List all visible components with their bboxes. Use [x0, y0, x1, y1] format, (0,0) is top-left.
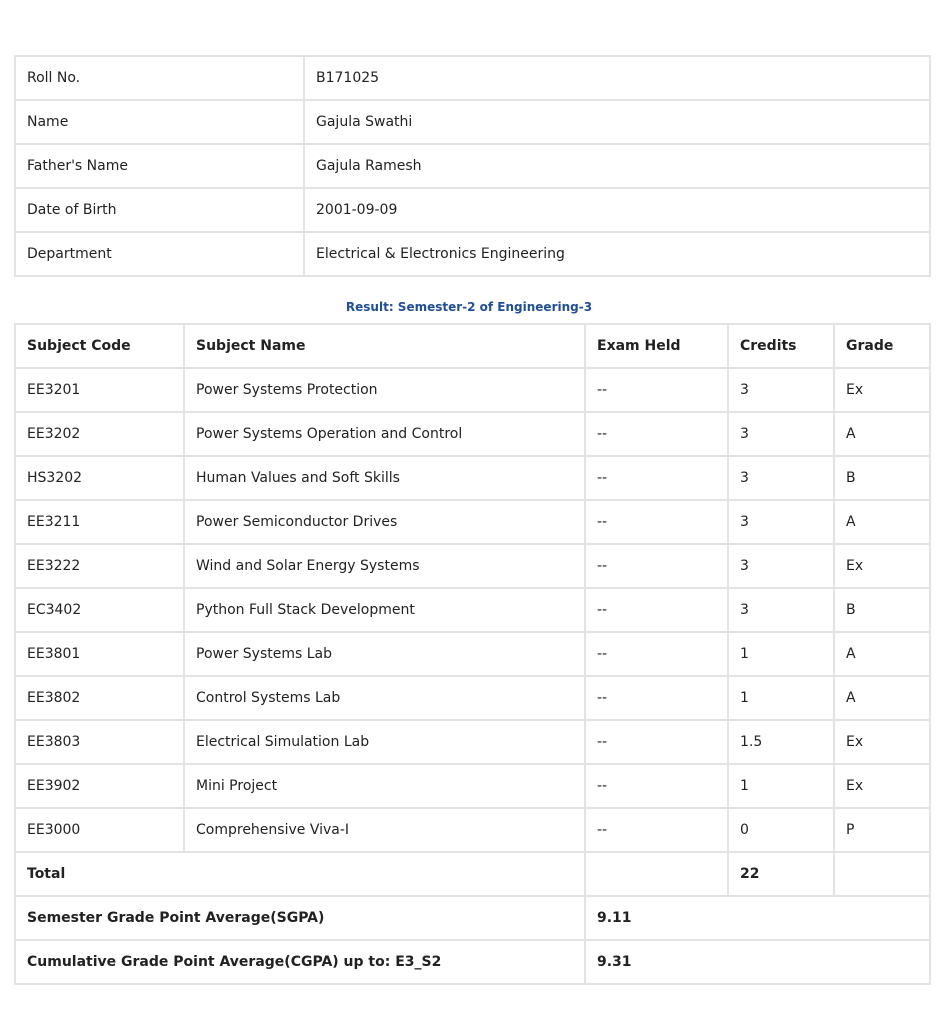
exam-held: -- [585, 720, 728, 764]
table-row [15, 808, 930, 852]
subject-code: HS3202 [15, 456, 184, 500]
student-info-table [14, 55, 931, 277]
grade: A [834, 632, 930, 676]
grade: A [834, 500, 930, 544]
exam-held: -- [585, 808, 728, 852]
student-info-row [15, 144, 930, 188]
column-header: Grade [834, 324, 930, 368]
subject-name: Control Systems Lab [184, 676, 585, 720]
exam-held: -- [585, 500, 728, 544]
subject-code: EE3000 [15, 808, 184, 852]
grade: Ex [834, 764, 930, 808]
credits: 1 [728, 676, 834, 720]
credits: 3 [728, 368, 834, 412]
exam-held: -- [585, 632, 728, 676]
grade: Ex [834, 544, 930, 588]
credits: 3 [728, 500, 834, 544]
student-info-row [15, 56, 930, 100]
credits: 1.5 [728, 720, 834, 764]
subject-name: Electrical Simulation Lab [184, 720, 585, 764]
info-value: Gajula Swathi [304, 100, 930, 144]
student-info-row [15, 100, 930, 144]
grade: B [834, 588, 930, 632]
info-label: Department [15, 232, 304, 276]
credits: 1 [728, 764, 834, 808]
info-label: Roll No. [15, 56, 304, 100]
table-row [15, 456, 930, 500]
info-label: Name [15, 100, 304, 144]
table-header-row [15, 324, 930, 368]
total-row [15, 852, 930, 896]
total-label: Total [15, 852, 585, 896]
sgpa-row [15, 896, 930, 940]
subject-name: Power Systems Lab [184, 632, 585, 676]
info-label: Date of Birth [15, 188, 304, 232]
credits: 3 [728, 412, 834, 456]
subject-code: EE3902 [15, 764, 184, 808]
grade: P [834, 808, 930, 852]
cgpa-row [15, 940, 930, 984]
subject-name: Power Semiconductor Drives [184, 500, 585, 544]
subject-name: Wind and Solar Energy Systems [184, 544, 585, 588]
column-header: Subject Code [15, 324, 184, 368]
sgpa-label: Semester Grade Point Average(SGPA) [15, 896, 585, 940]
result-heading: Result: Semester-2 of Engineering-3 [345, 300, 593, 314]
cgpa-label: Cumulative Grade Point Average(CGPA) up to: E3_S2 [15, 940, 585, 984]
table-row [15, 588, 930, 632]
info-value: Gajula Ramesh [304, 144, 930, 188]
total-credits: 22 [728, 852, 834, 896]
subject-code: EE3202 [15, 412, 184, 456]
student-info-row [15, 188, 930, 232]
subject-code: EE3222 [15, 544, 184, 588]
total-exam-empty [585, 852, 728, 896]
exam-held: -- [585, 412, 728, 456]
subject-code: EE3801 [15, 632, 184, 676]
subject-name: Power Systems Operation and Control [184, 412, 585, 456]
student-info-row [15, 232, 930, 276]
table-row [15, 544, 930, 588]
grade: B [834, 456, 930, 500]
subject-code: EE3803 [15, 720, 184, 764]
grade: A [834, 412, 930, 456]
column-header: Exam Held [585, 324, 728, 368]
table-row [15, 764, 930, 808]
table-row [15, 676, 930, 720]
exam-held: -- [585, 588, 728, 632]
results-table [14, 323, 931, 985]
credits: 0 [728, 808, 834, 852]
subject-code: EC3402 [15, 588, 184, 632]
subject-code: EE3201 [15, 368, 184, 412]
exam-held: -- [585, 764, 728, 808]
subject-name: Python Full Stack Development [184, 588, 585, 632]
info-label: Father's Name [15, 144, 304, 188]
table-row [15, 500, 930, 544]
subject-name: Human Values and Soft Skills [184, 456, 585, 500]
subject-name: Comprehensive Viva-I [184, 808, 585, 852]
total-grade-empty [834, 852, 930, 896]
table-row [15, 720, 930, 764]
subject-code: EE3211 [15, 500, 184, 544]
credits: 3 [728, 456, 834, 500]
sgpa-value: 9.11 [585, 896, 930, 940]
column-header: Subject Name [184, 324, 585, 368]
subject-code: EE3802 [15, 676, 184, 720]
grade: A [834, 676, 930, 720]
table-row [15, 632, 930, 676]
exam-held: -- [585, 676, 728, 720]
credits: 1 [728, 632, 834, 676]
credits: 3 [728, 544, 834, 588]
grade: Ex [834, 368, 930, 412]
subject-name: Mini Project [184, 764, 585, 808]
column-header: Credits [728, 324, 834, 368]
exam-held: -- [585, 456, 728, 500]
cgpa-value: 9.31 [585, 940, 930, 984]
exam-held: -- [585, 368, 728, 412]
table-row [15, 412, 930, 456]
credits: 3 [728, 588, 834, 632]
exam-held: -- [585, 544, 728, 588]
subject-name: Power Systems Protection [184, 368, 585, 412]
grade: Ex [834, 720, 930, 764]
info-value: Electrical & Electronics Engineering [304, 232, 930, 276]
table-row [15, 368, 930, 412]
info-value: 2001-09-09 [304, 188, 930, 232]
info-value: B171025 [304, 56, 930, 100]
